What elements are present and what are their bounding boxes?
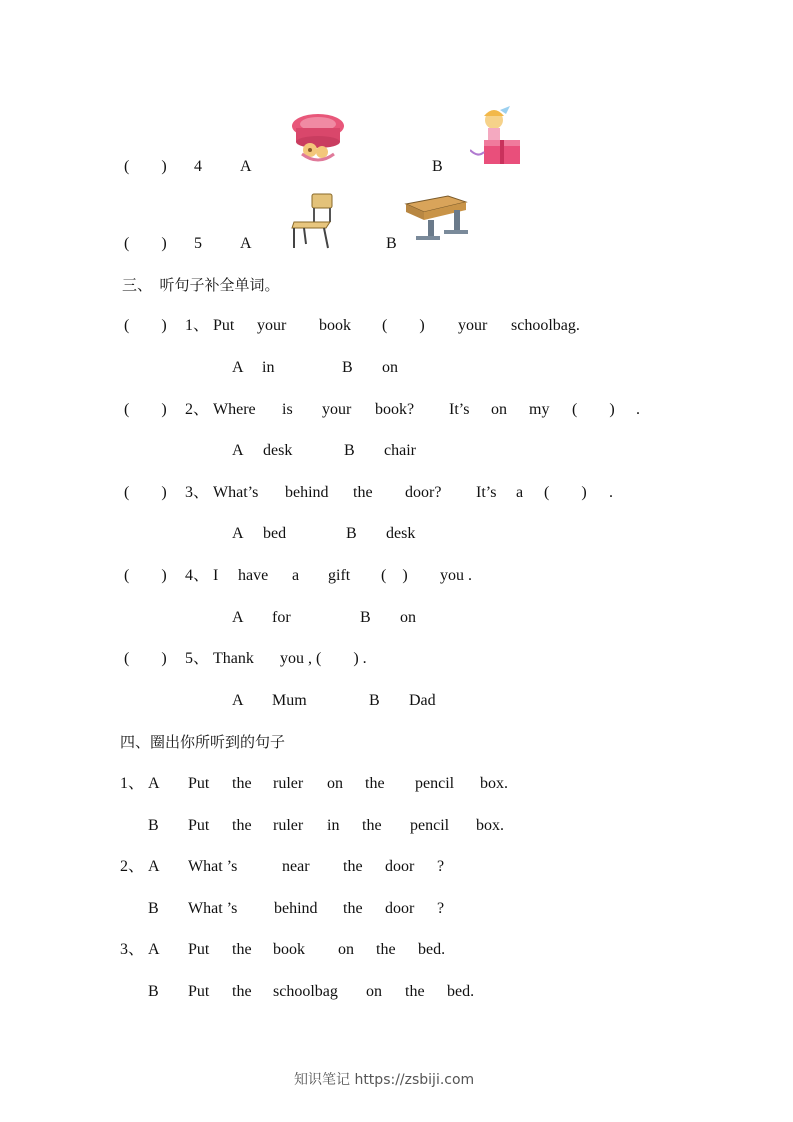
- option-a-label: A: [232, 359, 244, 376]
- choice-label: B: [148, 817, 159, 834]
- desk-icon: [404, 194, 468, 246]
- word: the: [405, 983, 425, 1000]
- option-a-label: A: [232, 609, 244, 626]
- word: What ’s: [188, 858, 238, 875]
- word: bed.: [418, 941, 446, 958]
- word: my: [529, 401, 550, 418]
- answer-paren[interactable]: ( ): [124, 158, 167, 175]
- pink-gift-box-icon: [288, 110, 348, 166]
- word: .: [636, 401, 640, 418]
- answer-paren[interactable]: ( ): [124, 567, 167, 584]
- word: It’s: [476, 484, 497, 501]
- option-b-label: B: [369, 692, 380, 709]
- question-number: 2、: [185, 401, 210, 418]
- word: a: [516, 484, 524, 501]
- word: door: [385, 900, 415, 917]
- word: on: [338, 941, 354, 958]
- footer-watermark[interactable]: 知识笔记 https://zsbiji.com: [294, 1072, 475, 1088]
- option-b-label: B: [432, 158, 443, 175]
- word: bed.: [447, 983, 475, 1000]
- word: What’s: [213, 484, 259, 501]
- word: I: [213, 567, 219, 584]
- word: near: [282, 858, 310, 875]
- answer-paren[interactable]: ( ): [124, 401, 167, 418]
- answer-paren[interactable]: ( ): [124, 484, 167, 501]
- word: book?: [375, 401, 415, 418]
- option-b-text: chair: [384, 442, 416, 459]
- answer-paren[interactable]: ( ): [124, 650, 167, 667]
- section-4-title: 四、圈出你所听到的句子: [120, 733, 286, 751]
- word: .: [609, 484, 613, 501]
- word: ruler: [273, 775, 304, 792]
- question-number: 2、: [120, 858, 145, 875]
- choice-label: A: [148, 941, 160, 958]
- choice-label: A: [148, 858, 160, 875]
- option-a-label: A: [240, 235, 252, 252]
- word: gift: [328, 567, 351, 584]
- option-b-label: B: [386, 235, 397, 252]
- word: the: [232, 983, 252, 1000]
- section-3-title: 三、 听句子补全单词。: [122, 276, 280, 294]
- word: schoolbag: [273, 983, 338, 1000]
- option-a-text: Mum: [272, 692, 307, 709]
- word: on: [491, 401, 507, 418]
- option-b-text: Dad: [409, 692, 436, 709]
- option-a-label: A: [232, 442, 244, 459]
- word: ruler: [273, 817, 304, 834]
- question-number: 5、: [185, 650, 210, 667]
- word: box.: [476, 817, 504, 834]
- word: Put: [188, 817, 210, 834]
- word: in: [327, 817, 340, 834]
- word: behind: [274, 900, 318, 917]
- girl-with-gift-icon: [470, 106, 524, 168]
- word: the: [376, 941, 396, 958]
- word: book: [319, 317, 351, 334]
- blank-paren[interactable]: ( ): [382, 317, 425, 334]
- blank-paren[interactable]: ( ): [544, 484, 587, 501]
- word: Put: [188, 775, 210, 792]
- word: the: [365, 775, 385, 792]
- question-number: 4: [194, 158, 202, 175]
- option-a-text: desk: [263, 442, 293, 459]
- answer-paren[interactable]: ( ): [124, 235, 167, 252]
- word: schoolbag.: [511, 317, 580, 334]
- word: ?: [437, 858, 445, 875]
- word: It’s: [449, 401, 470, 418]
- word: pencil: [415, 775, 455, 792]
- word: you .: [440, 567, 472, 584]
- chair-icon: [290, 192, 336, 250]
- word: behind: [285, 484, 329, 501]
- answer-paren[interactable]: ( ): [124, 317, 167, 334]
- word: your: [322, 401, 352, 418]
- option-b-label: B: [360, 609, 371, 626]
- choice-label: B: [148, 900, 159, 917]
- option-a-label: A: [240, 158, 252, 175]
- word: the: [232, 817, 252, 834]
- option-a-label: A: [232, 525, 244, 542]
- word: book: [273, 941, 305, 958]
- word: box.: [480, 775, 508, 792]
- word: on: [327, 775, 343, 792]
- word: Put: [188, 941, 210, 958]
- choice-label: B: [148, 983, 159, 1000]
- question-number: 1、: [185, 317, 210, 334]
- word: the: [362, 817, 382, 834]
- question-number: 3、: [185, 484, 210, 501]
- word: door: [385, 858, 415, 875]
- question-number: 4、: [185, 567, 210, 584]
- word: pencil: [410, 817, 450, 834]
- word: the: [343, 858, 363, 875]
- option-b-label: B: [342, 359, 353, 376]
- word: Put: [213, 317, 235, 334]
- option-a-text: in: [262, 359, 275, 376]
- option-a-label: A: [232, 692, 244, 709]
- option-b-label: B: [344, 442, 355, 459]
- question-number: 3、: [120, 941, 145, 958]
- option-b-text: on: [400, 609, 416, 626]
- word: on: [366, 983, 382, 1000]
- option-a-text: for: [272, 609, 291, 626]
- word: ?: [437, 900, 445, 917]
- blank-paren[interactable]: ( ): [381, 567, 408, 584]
- word: the: [232, 941, 252, 958]
- word: is: [282, 401, 293, 418]
- word: Where: [213, 401, 256, 418]
- word: the: [353, 484, 373, 501]
- question-number: 5: [194, 235, 202, 252]
- option-b-text: on: [382, 359, 398, 376]
- option-a-text: bed: [263, 525, 287, 542]
- word-with-blank[interactable]: you , ( ) .: [280, 650, 367, 667]
- blank-paren[interactable]: ( ): [572, 401, 615, 418]
- word: Put: [188, 983, 210, 1000]
- word: a: [292, 567, 300, 584]
- word: the: [232, 775, 252, 792]
- word: Thank: [213, 650, 254, 667]
- word: have: [238, 567, 269, 584]
- word: door?: [405, 484, 442, 501]
- word: the: [343, 900, 363, 917]
- option-b-label: B: [346, 525, 357, 542]
- option-b-text: desk: [386, 525, 416, 542]
- word: your: [458, 317, 488, 334]
- word: What ’s: [188, 900, 238, 917]
- word: your: [257, 317, 287, 334]
- question-number: 1、: [120, 775, 145, 792]
- choice-label: A: [148, 775, 160, 792]
